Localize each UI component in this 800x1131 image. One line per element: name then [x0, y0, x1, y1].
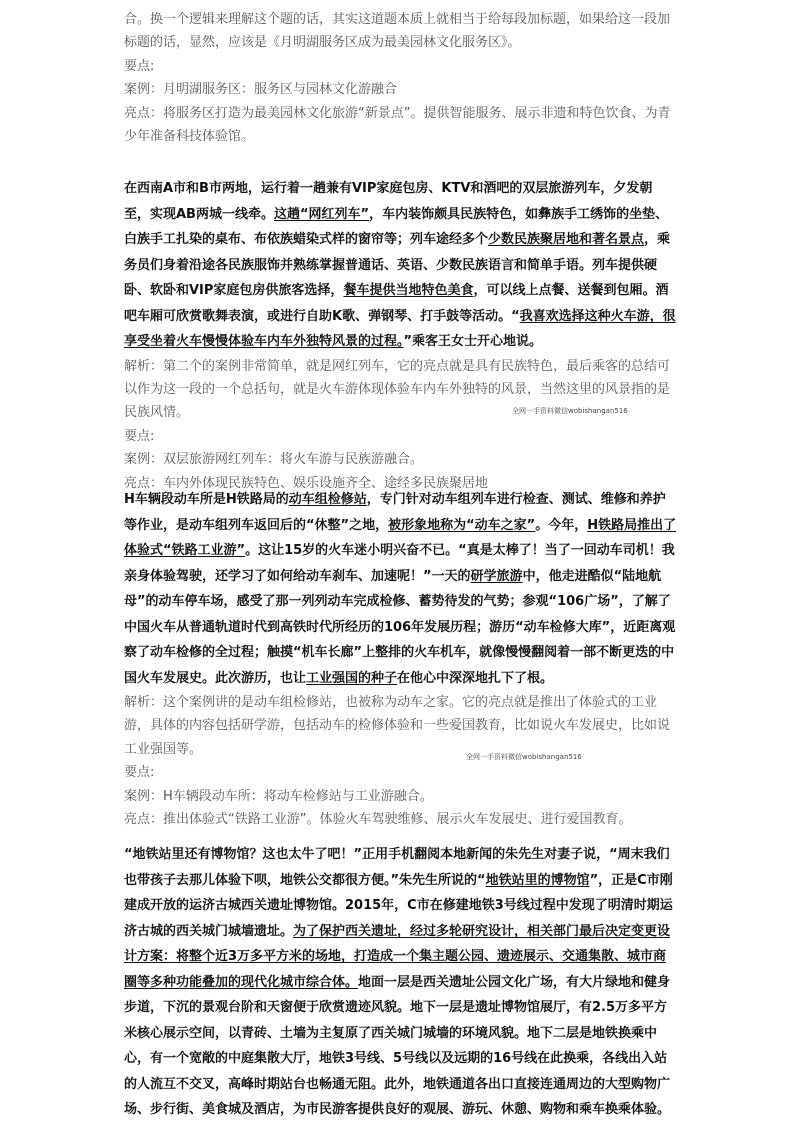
underlined-phrase: 工业强国的种子	[306, 670, 398, 686]
text-run: ”乘客王女士开心地说。	[403, 334, 543, 349]
text-run: ，专门针对动车组列车进行检查、测试、维修和养护等作业，是动车组列车返回后的“休整”之地，	[124, 492, 666, 533]
key-points-label: 要点:	[124, 58, 155, 74]
highlight-line: 亮点：推出体验式“铁路工业游”。体验火车驾驶维修、展示火车发展史、进行爱国教育。	[124, 812, 632, 828]
section-1	[124, 8, 677, 148]
underlined-phrase: 被形象地称为“动车之家”	[388, 517, 536, 533]
underlined-phrase: H铁路局推出了体验式“铁路工业游”	[124, 517, 677, 558]
underlined-phrase: 餐车提供当地特色美食	[343, 283, 474, 298]
text-run: ”，正是C市刚建成开放的运济古城西关遗址博物馆。2015年，C市在修建地铁3号线过程中发现了明清时期运济古城的西关城门城墙遗址。	[124, 872, 673, 939]
case-material-paragraph	[124, 487, 677, 691]
section-2	[124, 176, 677, 495]
text-run: “地铁站里还有博物馆？这也太牛了吧！”正用手机翻阅本地新闻的朱先生对妻子说，“周末我们也带孩子去那儿体验下呗，地铁公交都很方便。”朱先生所说的“	[124, 847, 670, 888]
watermark-text: 全网一手资料微信wobishangan516	[512, 407, 628, 415]
highlight-line: 亮点：将服务区打造为最美园林文化旅游“新景点”。提供智能服务、展示非遗和特色饮食、为青少年准备科技体验馆。	[124, 105, 671, 145]
text-run: ，乘务员们身着沿途各民族服饰并熟练掌握普通话、英语、少数民族语言和简单手语。列车提供硬卧、软卧和VIP家庭包房供旅客选择，	[124, 232, 671, 298]
key-points-label: 要点:	[124, 765, 155, 781]
text-run: ，可以线上点餐、送餐到包厢。酒吧车厢可欣赏歌舞表演，或进行自助K歌、弹钢琴、打手鼓等活动。“	[124, 283, 669, 324]
underlined-phrase: 地铁站里的博物馆	[485, 872, 590, 888]
section-4	[124, 842, 677, 1123]
text-run: 在西南A市和B市两地，运行着一趟兼有VIP家庭包房、KTV和酒吧的双层旅游列车，夕发朝至，实现AB两城一线牵。	[124, 181, 653, 222]
key-points-label: 要点:	[124, 428, 155, 444]
underlined-phrase: 研学旅游	[470, 568, 523, 584]
case-line: 案例：H车辆段动车所：将动车检修站与工业游融合。	[124, 788, 433, 804]
section-3	[124, 487, 677, 831]
underlined-phrase: 少数民族聚居地和著名景点	[488, 232, 645, 247]
underlined-phrase: 动车组检修站	[288, 492, 367, 507]
case-material-paragraph	[124, 176, 677, 355]
highlight-line: 亮点：车内外体现民族特色、娱乐设施齐全、途经多民族聚居地	[124, 475, 489, 491]
text-run: 在他心中深深地扎下了根。	[397, 670, 554, 686]
intro-paragraph: 合。换一个逻辑来理解这个题的话，其实这道题本质上就相当于给每段加标题，如果给这一段加标题的话，显然，应该是《月明湖服务区成为最美园林文化服务区》。	[124, 12, 671, 51]
watermark-text: 全网一手资料微信wobishangan516	[466, 753, 582, 761]
case-line: 案例：双层旅游网红列车：将火车游与民族游融合。	[124, 452, 424, 468]
text-run: 。今年，	[535, 517, 588, 533]
underlined-phrase: 为了保护西关遗址，经过多轮研究设计，相关部门最后决定变更设计方案：将整个近3万多平方米的场地，打造成一个集主题公园、遗迹展示、交通集散、城市商圈等多种功能叠加的现代化城市综合体。	[124, 923, 671, 990]
underlined-phrase: 我喜欢选择这种火车游，很享受坐着火车慢慢体验车内车外独特风景的过程。	[124, 308, 676, 349]
text-run: 中，他走进酷似“陆地航母”的动车停车场，感受了那一列列动车完成检修、蓄势待发的气势；参观“106广场”，了解了中国火车从普通轨道时代到高铁时代所经历的106年发展历程；游历“动车检修大库”，近距离观察了动车检修的全过程；触摸“机车长廊”上整排的火车机车，就像慢慢翻阅着一部不断更迭的中国火车发展史。此次游历，也让	[124, 568, 676, 686]
text-run: 。这让15岁的火车迷小明兴奋不已。“真是太棒了！当了一回动车司机！我亲身体验驾驶，还学习了如何给动车刹车、加速呢！”一天的	[124, 543, 675, 584]
analysis-paragraph: 解析：这个案例讲的是动车组检修站，也被称为动车之家。它的亮点就是推出了体验式的工业游，具体的内容包括研学游，包括动车的检修体验和一些爱国教育，比如说火车发展史，比如说工业强国等。	[124, 695, 671, 757]
case-line: 案例：月明湖服务区：服务区与园林文化游融合	[124, 82, 398, 98]
analysis-paragraph: 解析：第二个的案例非常简单，就是网红列车，它的亮点就是具有民族特色，最后乘客的总结可以作为这一段的一个总括句，就是火车游体现体验车内车外独特的风景，当然这里的风景指的是民族风情。	[124, 358, 671, 421]
case-material-paragraph	[124, 842, 677, 1123]
text-run: ，车内装饰颇具民族特色，如彝族手工绣饰的坐垫、白族手工扎染的桌布、布依族蜡染式样的窗帘等；列车途经多个	[124, 206, 669, 247]
text-run: 地面一层是西关遗址公园文化广场，有大片绿地和健身步道，下沉的景观台阶和天窗便于欣赏遗迹风貌。地下一层是遗址博物馆展厅，有2.5万多平方米核心展示空间，以青砖、土墙为主复原了西关城门城墙的环境风貌。地下二层是地铁换乘中心，有一个宽敞的中庭集散大厅，地铁3号线、5号线以及远期的16号线在此换乘，各线出入站的人流互不交叉，高峰时期站台也畅通无阻。此外，地铁通道各出口直接连通周边的大型购物广场、步行街、美食城及酒店，为市民游客提供良好的观展、游玩、休憩、购物和乘车换乘体验。	[124, 974, 671, 1117]
text-run: H车辆段动车所是H铁路局的	[124, 492, 289, 507]
underlined-phrase: 这趟“网红列车”	[273, 206, 370, 222]
